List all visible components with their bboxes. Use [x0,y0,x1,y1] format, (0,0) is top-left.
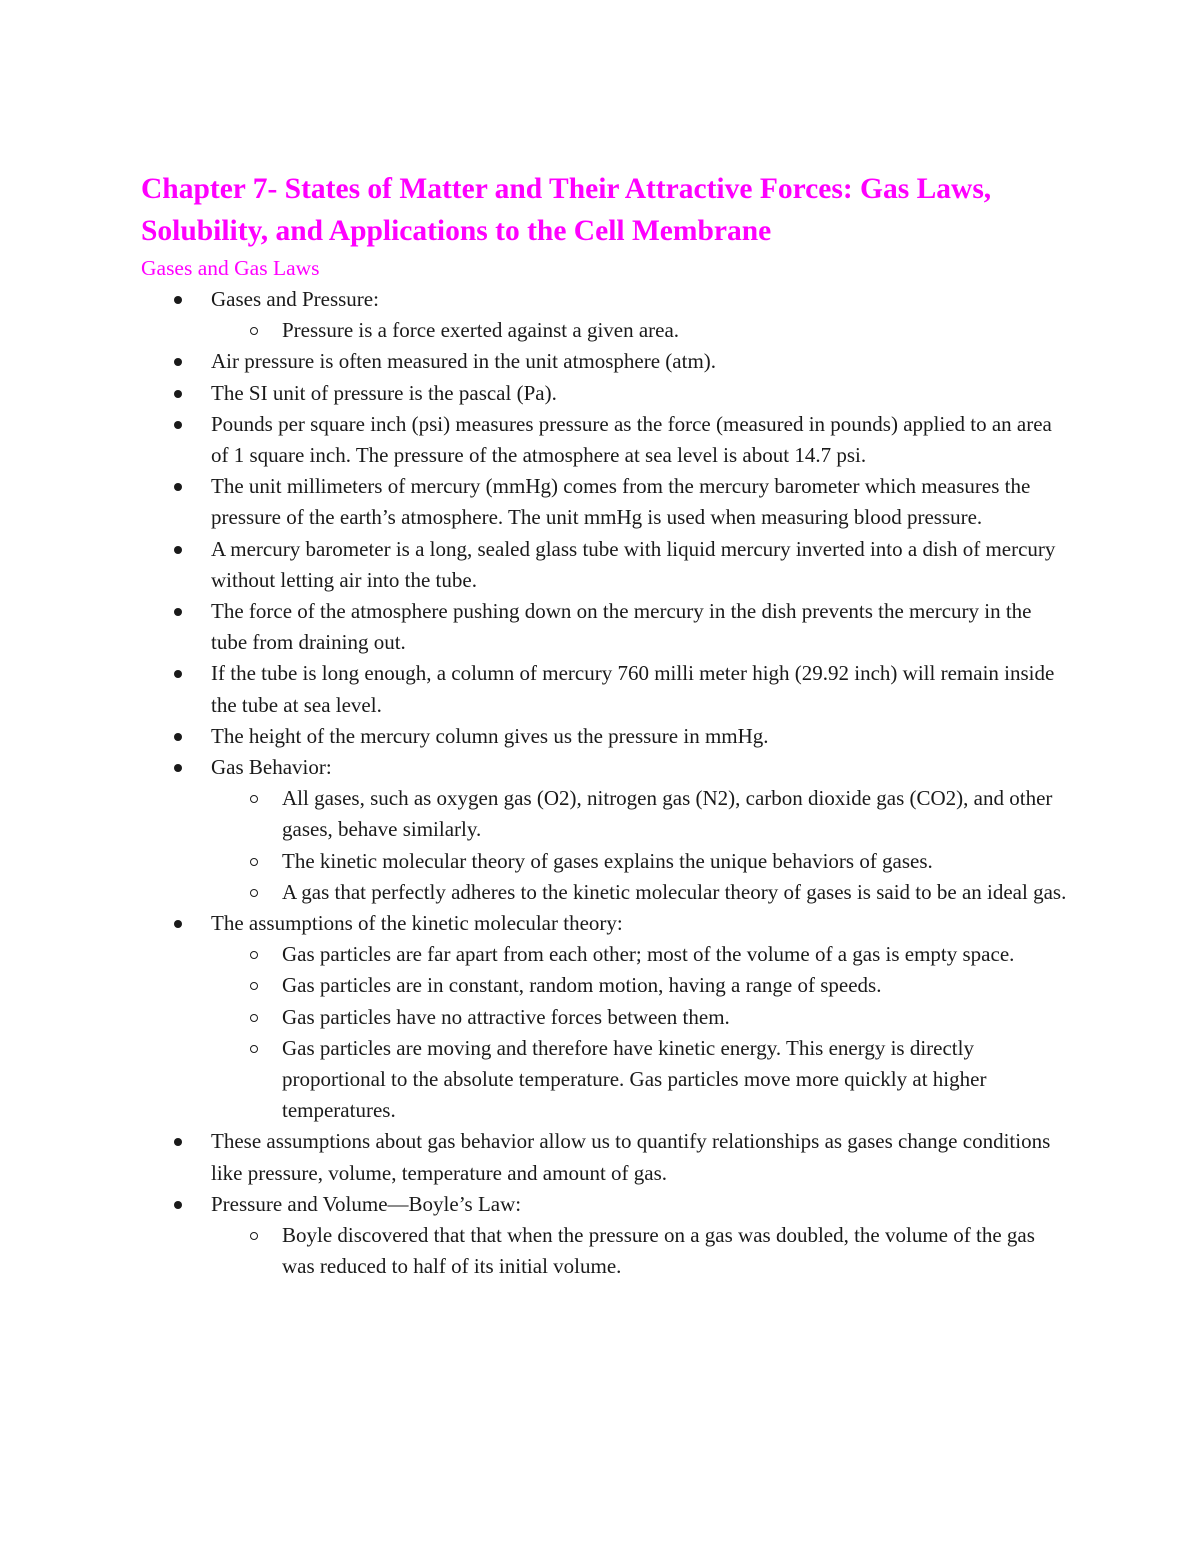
sub-list-item-text: Pressure is a force exerted against a given area. [282,318,680,343]
list-item-text: Pressure and Volume—Boyle’s Law: [211,1191,522,1216]
list-item [141,1126,1071,1188]
list-item-text: A mercury barometer is a long, sealed glass tube with liquid mercury inverted into a dish of mercury without letting air into the tube. [211,536,1056,592]
sub-list-item-text: The kinetic molecular theory of gases explains the unique behaviors of gases. [282,848,933,873]
hollow-bullet-icon [250,795,258,803]
list-item [141,908,1071,1126]
sub-list-item [141,315,1071,346]
list-item-text: The SI unit of pressure is the pascal (Pa). [211,380,557,405]
list-item [141,534,1071,596]
sub-list-item [141,783,1071,845]
sub-list-item [141,970,1071,1001]
hollow-bullet-icon [250,1045,258,1053]
list-item-text: The height of the mercury column gives us the pressure in mmHg. [211,723,769,748]
bullet-point-icon [174,1138,182,1146]
sub-list-item [141,939,1071,970]
list-item-text: Pounds per square inch (psi) measures pressure as the force (measured in pounds) applied to an area of 1 square inch. The pressure of the atmosphere at sea level is about 14.7 psi. [211,411,1052,468]
sub-list-item-text: Boyle discovered that that when the pressure on a gas was doubled, the volume of the gas was reduced to half of its initial volume. [282,1223,1035,1279]
section-heading: Gases and Gas Laws [141,256,320,280]
bullet-point-icon [174,358,182,366]
bullet-point-icon [174,920,182,928]
sub-list-item-text: A gas that perfectly adheres to the kinetic molecular theory of gases is said to be an ideal gas. [282,879,1067,904]
list-item [141,752,1071,908]
hollow-bullet-icon [250,1014,258,1022]
list-item-text: These assumptions about gas behavior allow us to quantify relationships as gases change conditions like pressure, volume, temperature and amount of gas. [211,1129,1051,1185]
bullet-point-icon [174,296,182,304]
sub-bullet-list [211,1220,1071,1282]
hollow-bullet-icon [250,951,258,959]
bullet-point-icon [174,421,182,429]
sub-bullet-list [211,315,1071,346]
bullet-point-icon [174,764,182,772]
list-item-text: Gases and Pressure: [211,287,379,311]
sub-list-item [141,1033,1071,1127]
bullet-point-icon [174,608,182,616]
hollow-bullet-icon [250,982,258,990]
bullet-point-icon [174,483,182,491]
sub-bullet-list [211,939,1071,1126]
hollow-bullet-icon [250,1232,258,1240]
sub-list-item [141,1002,1071,1033]
document-title: Chapter 7- States of Matter and Their Attractive Forces: Gas Laws, Solubility, and Applications to the Cell Membrane [141,173,992,247]
bullet-point-icon [174,733,182,741]
list-item-text: If the tube is long enough, a column of mercury 760 milli meter high (29.92 inch) will remain inside the tube at sea level. [211,661,1055,717]
list-item [141,378,1071,409]
list-item-text: Gas Behavior: [211,755,332,780]
sub-list-item-text: Gas particles are in constant, random motion, having a range of speeds. [282,973,882,998]
bullet-point-icon [174,1201,182,1209]
hollow-bullet-icon [250,858,258,866]
bullet-point-icon [174,546,182,554]
list-item [141,346,1071,377]
list-item [141,284,1071,346]
list-item [141,409,1071,471]
sub-bullet-list [211,783,1071,908]
list-item [141,596,1071,658]
list-item-text: Air pressure is often measured in the unit atmosphere (atm). [211,349,717,374]
sub-list-item [141,1220,1071,1282]
list-item [141,658,1071,720]
sub-list-item [141,877,1071,908]
sub-list-item-text: Gas particles have no attractive forces between them. [282,1004,730,1029]
list-item-text: The assumptions of the kinetic molecular theory: [211,911,623,936]
list-item [141,1189,1071,1283]
hollow-bullet-icon [250,327,258,335]
list-item-text: The force of the atmosphere pushing down on the mercury in the dish prevents the mercury in the tube from draining out. [211,599,1032,655]
list-item [141,471,1071,533]
bullet-point-icon [174,670,182,678]
sub-list-item-text: All gases, such as oxygen gas (O2), nitrogen gas (N2), carbon dioxide gas (CO2), and other gases, behave similarly. [282,786,1053,842]
list-item-text: The unit millimeters of mercury (mmHg) comes from the mercury barometer which measures the pressure of the earth’s atmosphere. The unit mmHg is used when measuring blood pressure. [211,474,1031,530]
hollow-bullet-icon [250,889,258,897]
sub-list-item-text: Gas particles are far apart from each other; most of the volume of a gas is empty space. [282,942,1015,967]
list-item [141,721,1071,752]
document-content [141,168,1071,1283]
sub-list-item [141,846,1071,877]
sub-list-item-text: Gas particles are moving and therefore have kinetic energy. This energy is directly proportional to the absolute temperature. Gas particles move more quickly at higher temperatures. [282,1035,987,1123]
bullet-point-icon [174,390,182,398]
bullet-list [141,284,1071,1283]
